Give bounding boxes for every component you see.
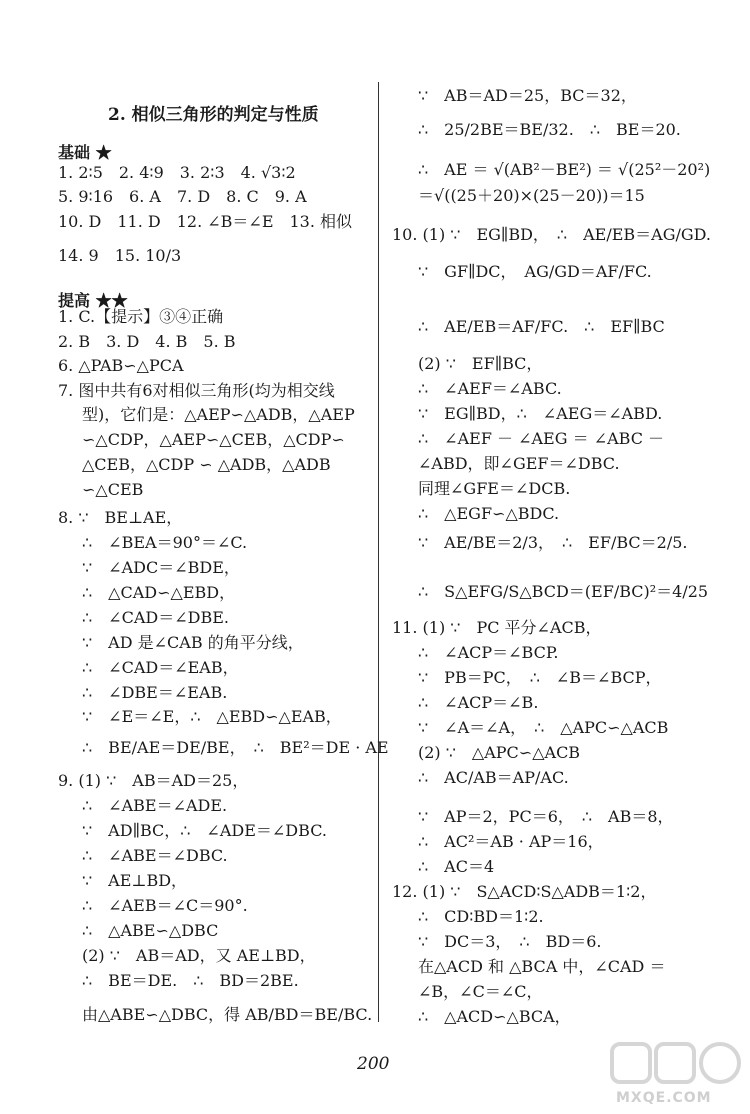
right-line: ∴ △ACD∽△BCA，: [418, 1007, 571, 1026]
right-line: ∵ GF∥DC， AG/GD＝AF/FC.: [418, 262, 652, 281]
left-line: 7. 图中共有6对相似三角形(均为相交线: [58, 381, 335, 400]
left-line: ∵ AD∥BC，∴ ∠ADE＝∠DBC.: [82, 821, 327, 840]
left-line: ∴ △ABE∽△DBC: [82, 921, 219, 940]
left-line: 8. ∵ BE⊥AE，: [58, 508, 183, 527]
column-divider: [378, 82, 379, 1022]
watermark-text: MXQE.COM: [616, 1090, 712, 1106]
left-line: (2) ∵ AB＝AD，又 AE⊥BD，: [82, 946, 316, 965]
left-line: 型)，它们是：△AEP∽△ADB，△AEP: [82, 405, 355, 424]
right-line: 在△ACD 和 △BCA 中，∠CAD ＝: [418, 957, 666, 976]
right-line: ∴ CD∶BD＝1∶2.: [418, 907, 544, 926]
left-line: 1. 2∶5 2. 4∶9 3. 2∶3 4. √3∶2: [58, 163, 296, 182]
left-line: ∵ ∠ADC＝∠BDE，: [82, 558, 240, 577]
left-line: ∴ ∠CAD＝∠DBE.: [82, 608, 229, 627]
right-line: ∴ ∠AEF＝∠ABC.: [418, 379, 562, 398]
left-line: ∴ △CAD∽△EBD，: [82, 583, 236, 602]
left-line: 9. (1) ∵ AB＝AD＝25，: [58, 771, 249, 790]
right-line: ∴ AC²＝AB · AP＝16，: [418, 832, 604, 851]
left-line: 10. D 11. D 12. ∠B＝∠E 13. 相似: [58, 212, 353, 231]
right-line: ∴ 25/2BE＝BE/32. ∴ BE＝20.: [418, 120, 681, 139]
right-line: ∵ DC＝3， ∴ BD＝6.: [418, 932, 602, 951]
left-line: ∵ AD 是∠CAB 的角平分线，: [82, 633, 304, 652]
right-line: ＝√((25＋20)×(25－20))＝15: [418, 186, 645, 205]
right-line: ∴ AC/AB＝AP/AC.: [418, 768, 569, 787]
left-line: ∴ ∠DBE＝∠EAB.: [82, 683, 228, 702]
right-line: ∵ EG∥BD，∴ ∠AEG＝∠ABD.: [418, 404, 663, 423]
section-advanced: 提高 ★★: [58, 291, 128, 310]
right-line: ∴ AC＝4: [418, 857, 495, 876]
page-number: 200: [357, 1054, 390, 1074]
left-line: 6. △PAB∽△PCA: [58, 356, 184, 375]
right-line: ∴ AE ＝ √(AB²－BE²) ＝ √(25²－20²): [418, 160, 711, 179]
right-line: ∵ AP＝2，PC＝6， ∴ AB＝8，: [418, 807, 674, 826]
left-line: ∽△CEB: [82, 480, 144, 499]
right-line: (2) ∵ △APC∽△ACB: [418, 743, 581, 762]
right-line: (2) ∵ EF∥BC，: [418, 354, 543, 373]
right-line: ∴ △EGF∽△BDC.: [418, 504, 560, 523]
left-line: ∴ ∠BEA＝90°＝∠C.: [82, 533, 248, 552]
right-line: ∵ AE/BE＝2/3， ∴ EF/BC＝2/5.: [418, 533, 688, 552]
page-title: 2. 相似三角形的判定与性质: [108, 105, 319, 125]
left-line: 14. 9 15. 10/3: [58, 246, 182, 265]
left-line: ∽△CDP，△AEP∽△CEB，△CDP∽: [82, 430, 345, 449]
left-line: ∴ BE＝DE. ∴ BD＝2BE.: [82, 971, 299, 990]
right-line: ∵ PB＝PC， ∴ ∠B＝∠BCP，: [418, 668, 662, 687]
left-line: ∵ ∠E＝∠E，∴ △EBD∽△EAB，: [82, 707, 342, 726]
left-line: 由△ABE∽△DBC，得 AB/BD＝BE/BC.: [82, 1005, 373, 1024]
left-line: 1. C.【提示】③④正确: [58, 307, 224, 326]
left-line: ∴ ∠CAD＝∠EAB，: [82, 658, 239, 677]
left-line: ∴ ∠AEB＝∠C＝90°.: [82, 896, 248, 915]
section-basic: 基础 ★: [58, 143, 112, 162]
left-line: ∵ AE⊥BD，: [82, 871, 188, 890]
left-line: 2. B 3. D 4. B 5. B: [58, 332, 236, 351]
right-line: ∴ ∠ACP＝∠BCP.: [418, 643, 559, 662]
left-line: 5. 9∶16 6. A 7. D 8. C 9. A: [58, 187, 307, 206]
left-line: ∴ BE/AE＝DE/BE， ∴ BE²＝DE · AE: [82, 738, 389, 757]
right-line: ∴ AE/EB＝AF/FC. ∴ EF∥BC: [418, 317, 665, 336]
left-line: △CEB，△CDP ∽ △ADB，△ADB: [82, 455, 331, 474]
right-line: ∵ AB＝AD＝25，BC＝32，: [418, 86, 637, 105]
right-line: 11. (1) ∵ PC 平分∠ACB，: [392, 618, 602, 637]
left-line: ∴ ∠ABE＝∠ADE.: [82, 796, 228, 815]
right-line: 同理∠GFE＝∠DCB.: [418, 479, 571, 498]
right-line: ∵ ∠A＝∠A， ∴ △APC∽△ACB: [418, 718, 669, 737]
right-line: ∴ ∠AEF － ∠AEG ＝ ∠ABC －: [418, 429, 665, 448]
right-line: ∴ S△EFG/S△BCD＝(EF/BC)²＝4/25: [418, 582, 709, 601]
right-line: 10. (1) ∵ EG∥BD， ∴ AE/EB＝AG/GD.: [392, 225, 711, 244]
left-line: ∴ ∠ABE＝∠DBC.: [82, 846, 228, 865]
right-line: ∠B，∠C＝∠C，: [418, 982, 543, 1001]
right-line: ∠ABD，即∠GEF＝∠DBC.: [418, 454, 620, 473]
right-line: 12. (1) ∵ S△ACD∶S△ADB＝1∶2，: [392, 882, 657, 901]
right-line: ∴ ∠ACP＝∠B.: [418, 693, 539, 712]
